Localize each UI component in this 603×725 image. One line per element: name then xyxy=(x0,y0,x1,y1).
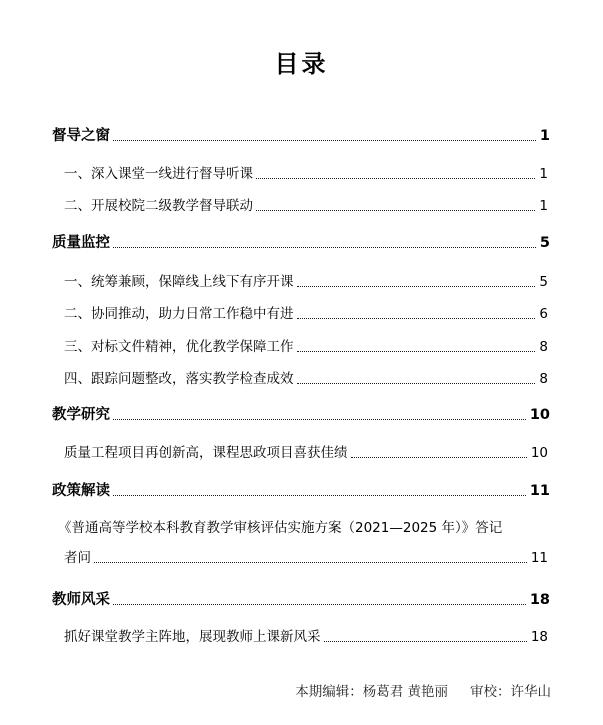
toc-page-number: 1 xyxy=(539,166,548,182)
toc-entry-label: 《普通高等学校本科教育教学审核评估实施方案（2021—2025 年）》答记 xyxy=(58,520,503,536)
toc-entry-label: 督导之窗 xyxy=(52,128,110,144)
dot-leader xyxy=(297,285,536,287)
toc-page-number: 6 xyxy=(539,306,548,322)
dot-leader xyxy=(351,456,527,458)
toc-item-classroom-supervision[interactable] xyxy=(64,164,548,184)
editorial-credits xyxy=(295,680,551,700)
reviewer-label: 审校： xyxy=(470,684,511,700)
toc-page-number: 10 xyxy=(530,445,548,461)
dot-leader xyxy=(324,640,527,642)
dot-leader xyxy=(256,209,535,211)
toc-page-number: 18 xyxy=(530,629,548,645)
toc-page-number: 8 xyxy=(539,339,548,355)
toc-page-number: 11 xyxy=(530,550,548,566)
toc-item-classroom-teaching[interactable] xyxy=(64,627,548,647)
toc-page-number: 1 xyxy=(539,128,550,144)
dot-leader xyxy=(94,561,527,563)
toc-section-teacher-showcase[interactable] xyxy=(52,590,550,610)
editor-names: 杨葛君 黄艳丽 xyxy=(362,684,448,700)
toc-entry-label: 四、跟踪问题整改，落实教学检查成效 xyxy=(64,371,294,387)
toc-section-quality-monitoring[interactable] xyxy=(52,233,550,253)
toc-entry-label: 政策解读 xyxy=(52,483,110,499)
toc-section-teaching-research[interactable] xyxy=(52,405,550,425)
reviewer-name: 许华山 xyxy=(510,684,551,700)
toc-entry-label: 三、对标文件精神，优化教学保障工作 xyxy=(64,339,294,355)
toc-entry-label: 质量工程项目再创新高，课程思政项目喜获佳绩 xyxy=(64,445,348,461)
toc-entry-label: 教师风采 xyxy=(52,592,110,608)
toc-page-number: 5 xyxy=(539,274,548,290)
toc-page-number: 11 xyxy=(529,483,550,499)
dot-leader xyxy=(297,382,536,384)
toc-section-supervision[interactable] xyxy=(52,126,550,146)
editor-label: 本期编辑： xyxy=(295,684,363,700)
toc-page-number: 5 xyxy=(539,235,550,251)
dot-leader xyxy=(113,494,526,496)
toc-entry-label: 教学研究 xyxy=(52,407,110,423)
toc-entry-label: 二、开展校院二级教学督导联动 xyxy=(64,198,253,214)
dot-leader xyxy=(113,246,536,248)
toc-item-issue-rectification[interactable] xyxy=(64,369,548,389)
toc-entry-label: 一、深入课堂一线进行督导听课 xyxy=(64,166,253,182)
toc-page-number: 18 xyxy=(529,592,550,608)
toc-page-number: 10 xyxy=(529,407,550,423)
toc-item-daily-work[interactable] xyxy=(64,304,548,324)
dot-leader xyxy=(113,139,536,141)
toc-entry-continuation xyxy=(64,548,548,568)
toc-entry-label: 质量监控 xyxy=(52,235,110,251)
toc-page-number: 1 xyxy=(539,198,548,214)
page-title: 目录 xyxy=(274,50,329,78)
toc-item-online-offline-classes[interactable] xyxy=(64,272,548,292)
toc-entry-label: 二、协同推动，助力日常工作稳中有进 xyxy=(64,306,294,322)
toc-entry-label: 一、统筹兼顾，保障线上线下有序开课 xyxy=(64,274,294,290)
toc-section-policy-interpretation[interactable] xyxy=(52,481,550,501)
toc-entry-label-continued: 者问 xyxy=(64,550,91,566)
toc-item-audit-evaluation-qa[interactable] xyxy=(58,518,548,568)
toc-item-quality-projects[interactable] xyxy=(64,443,548,463)
dot-leader xyxy=(256,177,535,179)
dot-leader xyxy=(113,603,526,605)
dot-leader xyxy=(297,350,536,352)
toc-page-number: 8 xyxy=(539,371,548,387)
toc-item-two-level-supervision[interactable] xyxy=(64,196,548,216)
dot-leader xyxy=(113,418,526,420)
toc-entry-label: 抓好课堂教学主阵地，展现教师上课新风采 xyxy=(64,629,321,645)
dot-leader xyxy=(297,317,536,319)
toc-item-teaching-support[interactable] xyxy=(64,337,548,357)
